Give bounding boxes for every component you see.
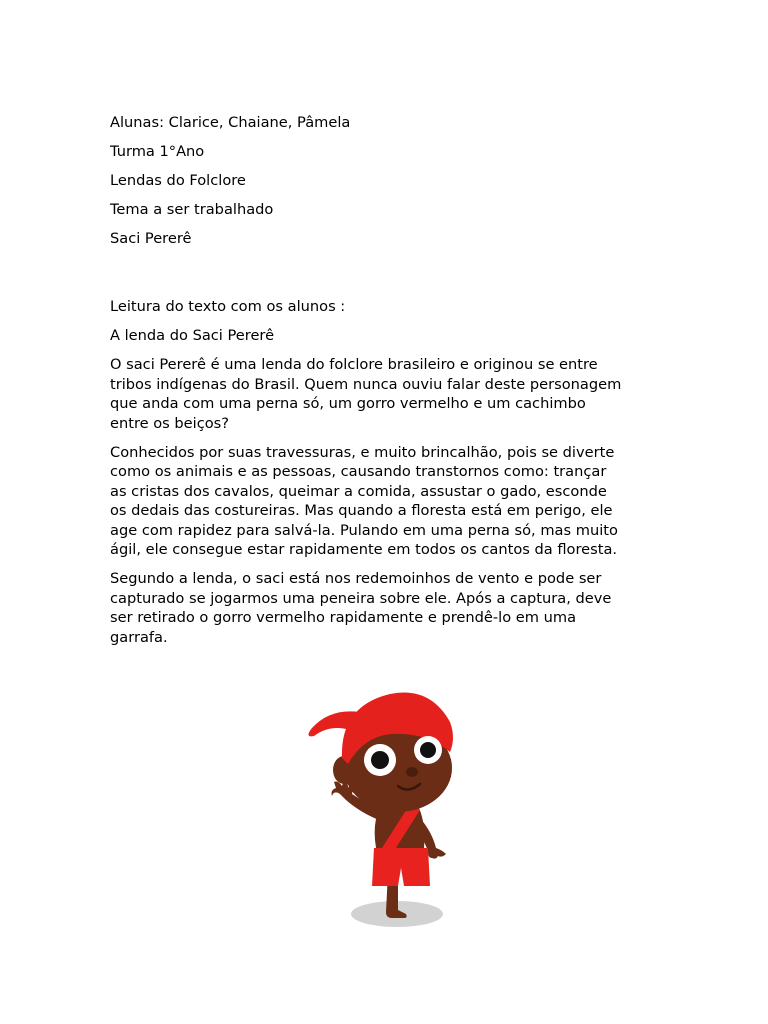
paragraph-line: tribos indígenas do Brasil. Quem nunca ouviu falar deste personagem [110, 375, 622, 393]
paragraph-line: entre os beiços? [110, 414, 230, 432]
students-line: Alunas: Clarice, Chaiane, Pâmela [110, 114, 351, 131]
left-pupil [371, 751, 389, 769]
paragraph-line: que anda com uma perna só, um gorro vermelho e um cachimbo [110, 395, 586, 412]
paragraph-2 [110, 443, 658, 560]
paragraph-line: age com rapidez para salvá-la. Pulando em uma perna só, mas muito [110, 521, 618, 539]
story-title: A lenda do Saci Pererê [110, 327, 275, 344]
saci-figure [300, 672, 460, 932]
paragraph-3 [110, 569, 658, 647]
paragraph-line: ágil, ele consegue estar rapidamente em todos os cantos da floresta. [110, 541, 618, 558]
shorts [372, 848, 430, 886]
class-line: Turma 1°Ano [110, 143, 205, 160]
paragraph-line: os dedais das costureiras. Mas quando a floresta está em perigo, ele [110, 502, 613, 519]
reading-intro: Leitura do texto com os alunos : [110, 298, 346, 315]
paragraph-line: Conhecidos por suas travessuras, e muito brincalhão, pois se diverte [110, 443, 615, 461]
paragraph-line: como os animais e as pessoas, causando transtornos como: trançar [110, 463, 607, 480]
right-pupil [420, 742, 436, 758]
paragraph-line: garrafa. [110, 628, 168, 646]
topic-line: Lendas do Folclore [110, 172, 246, 189]
paragraph-1 [110, 355, 658, 433]
saci-perere-illustration [300, 672, 460, 932]
paragraph-line: as cristas dos cavalos, queimar a comida, assustar o gado, esconde [110, 482, 607, 500]
theme-value: Saci Pererê [110, 230, 192, 247]
paragraph-line: ser retirado o gorro vermelho rapidamente e prendê-lo em uma [110, 609, 577, 626]
paragraph-line: O saci Pererê é uma lenda do folclore brasileiro e originou se entre [110, 356, 598, 373]
paragraph-line: Segundo a lenda, o saci está nos redemoinhos de vento e pode ser [110, 570, 602, 587]
theme-label: Tema a ser trabalhado [110, 201, 274, 218]
document-body [110, 113, 658, 657]
blank-spacer [110, 258, 658, 297]
paragraph-line: capturado se jogarmos uma peneira sobre ele. Após a captura, deve [110, 589, 612, 607]
nose [406, 767, 418, 777]
